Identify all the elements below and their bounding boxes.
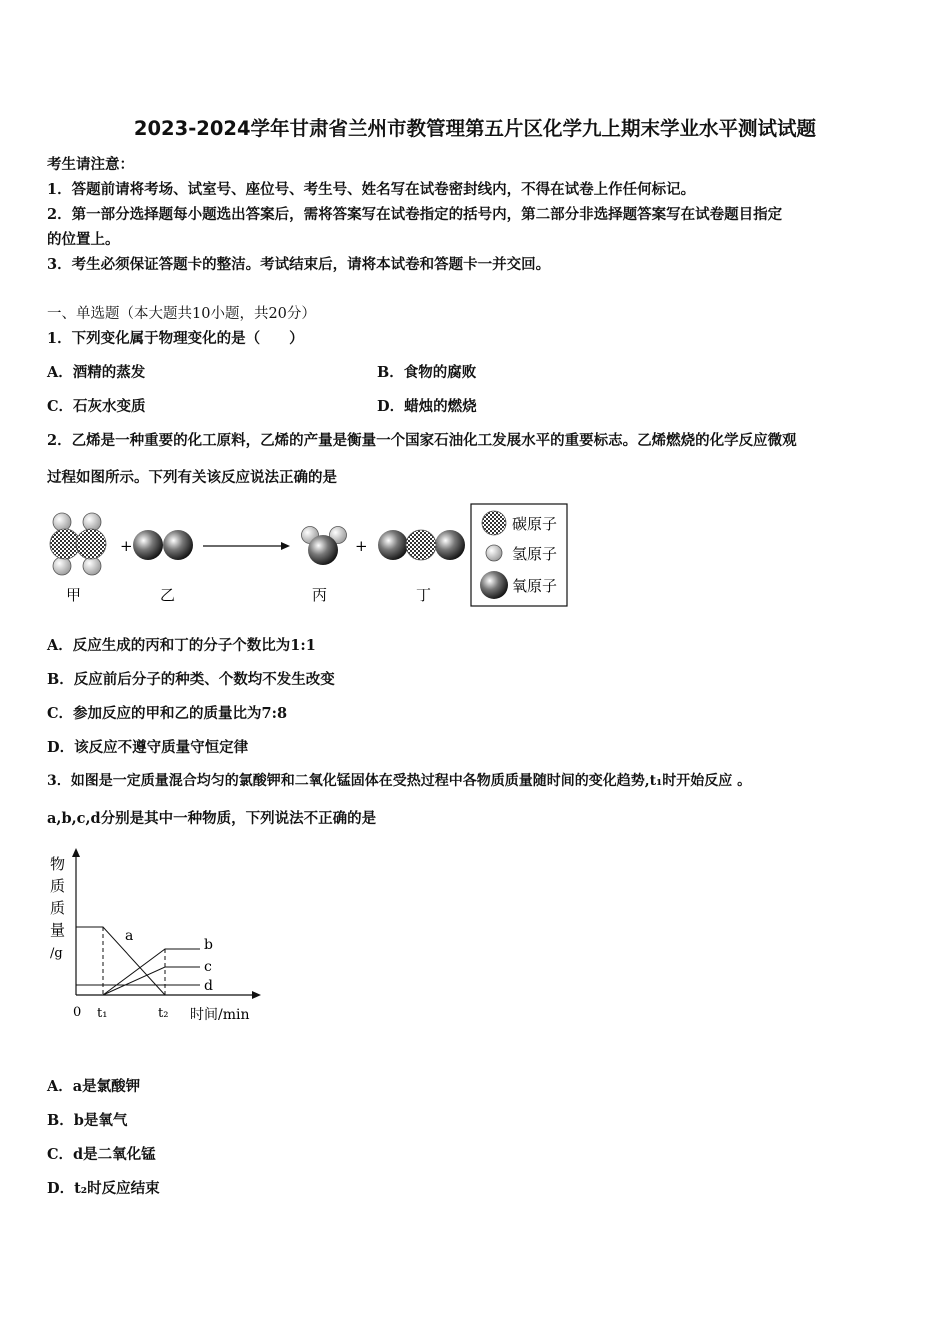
q3-option-c: C．d是二氧化锰: [47, 1146, 156, 1163]
origin-label: 0: [73, 1005, 82, 1020]
hydrogen-atom-icon: [486, 545, 502, 561]
y-axis-arrow: [72, 848, 80, 857]
curve-d-label: d: [204, 978, 213, 994]
label-yi: 乙: [160, 586, 176, 604]
q3-stem: 3．如图是一定质量混合均匀的氯酸钾和二氧化锰固体在受热过程中各物质质量随时间的变化趋势,t₁时开始反应 。: [47, 773, 752, 789]
t2-label: t₂: [158, 1006, 169, 1021]
q2-stem: 过程如图所示。下列有关该反应说法正确的是: [47, 469, 337, 486]
q3-option-b: B．b是氧气: [47, 1112, 128, 1129]
q1-stem: 1．下列变化属于物理变化的是（ ）: [47, 330, 304, 347]
q2-option-a: A．反应生成的丙和丁的分子个数比为1:1: [47, 637, 316, 654]
x-label: 时间/min: [190, 1007, 250, 1023]
notice-item: 3．考生必须保证答题卡的整洁。考试结束后，请将本试卷和答题卡一并交回。: [47, 256, 551, 273]
notice-item: 1．答题前请将考场、试室号、座位号、考生号、姓名写在试卷密封线内，不得在试卷上作任何标记。: [47, 181, 696, 198]
q2-option-d: D．该反应不遵守质量守恒定律: [47, 739, 249, 756]
oxygen-molecule: [133, 530, 193, 560]
x-axis-arrow: [252, 991, 261, 999]
q3-stem: a,b,c,d分别是其中一种物质，下列说法不正确的是: [47, 810, 377, 827]
q2-stem: 2．乙烯是一种重要的化工原料，乙烯的产量是衡量一个国家石油化工发展水平的重要标志。乙烯燃烧的化学反应微观: [47, 432, 797, 449]
y-label: 质: [50, 899, 66, 917]
label-jia: 甲: [66, 586, 82, 604]
q1-option-b: B．食物的腐败: [377, 364, 477, 381]
q1-option-a: A．酒精的蒸发: [47, 364, 146, 381]
section-heading: 一、单选题（本大题共10小题，共20分）: [47, 306, 316, 322]
q1-option-c: C．石灰水变质: [47, 398, 146, 415]
q3-option-a: A．a是氯酸钾: [47, 1078, 141, 1095]
q2-option-c: C．参加反应的甲和乙的质量比为7:8: [47, 705, 288, 722]
carbon-dioxide-molecule: [378, 530, 465, 560]
label-ding: 丁: [416, 586, 432, 604]
curve-b-label: b: [204, 937, 213, 953]
q3-option-d: D．t₂时反应结束: [47, 1180, 160, 1197]
y-unit: /g: [50, 946, 63, 961]
ethylene-molecule: [50, 513, 106, 575]
q1-option-d: D．蜡烛的燃烧: [377, 398, 477, 415]
label-bing: 丙: [312, 586, 328, 604]
curve-c-label: c: [204, 959, 212, 975]
page-title: 2023-2024学年甘肃省兰州市教管理第五片区化学九上期末学业水平测试试题: [133, 117, 817, 140]
reaction-diagram: [40, 500, 580, 610]
q2-option-b: B．反应前后分子的种类、个数均不发生改变: [47, 671, 335, 688]
y-label: 量: [50, 921, 66, 939]
curve-a-label: a: [125, 928, 134, 944]
oxygen-atom-icon: [480, 571, 508, 599]
arrow-head: [281, 542, 290, 550]
plus-sign: +: [355, 537, 368, 555]
y-label: 物: [50, 855, 66, 873]
t1-label: t₁: [97, 1006, 108, 1021]
legend-hydrogen: 氢原子: [512, 545, 558, 563]
carbon-atom-icon: [482, 511, 506, 535]
curve-c: [103, 967, 200, 995]
plus-sign: +: [120, 537, 133, 555]
notice-heading: 考生请注意：: [47, 156, 134, 173]
notice-item: 的位置上。: [47, 231, 120, 248]
mass-time-graph: [40, 845, 270, 1030]
legend-carbon: 碳原子: [512, 515, 558, 533]
legend-oxygen: 氧原子: [512, 577, 558, 595]
water-molecule: [302, 527, 347, 566]
notice-item: 2．第一部分选择题每小题选出答案后，需将答案写在试卷指定的括号内，第二部分非选择题答案写在试卷题目指定: [47, 206, 783, 223]
y-label: 质: [50, 877, 66, 895]
